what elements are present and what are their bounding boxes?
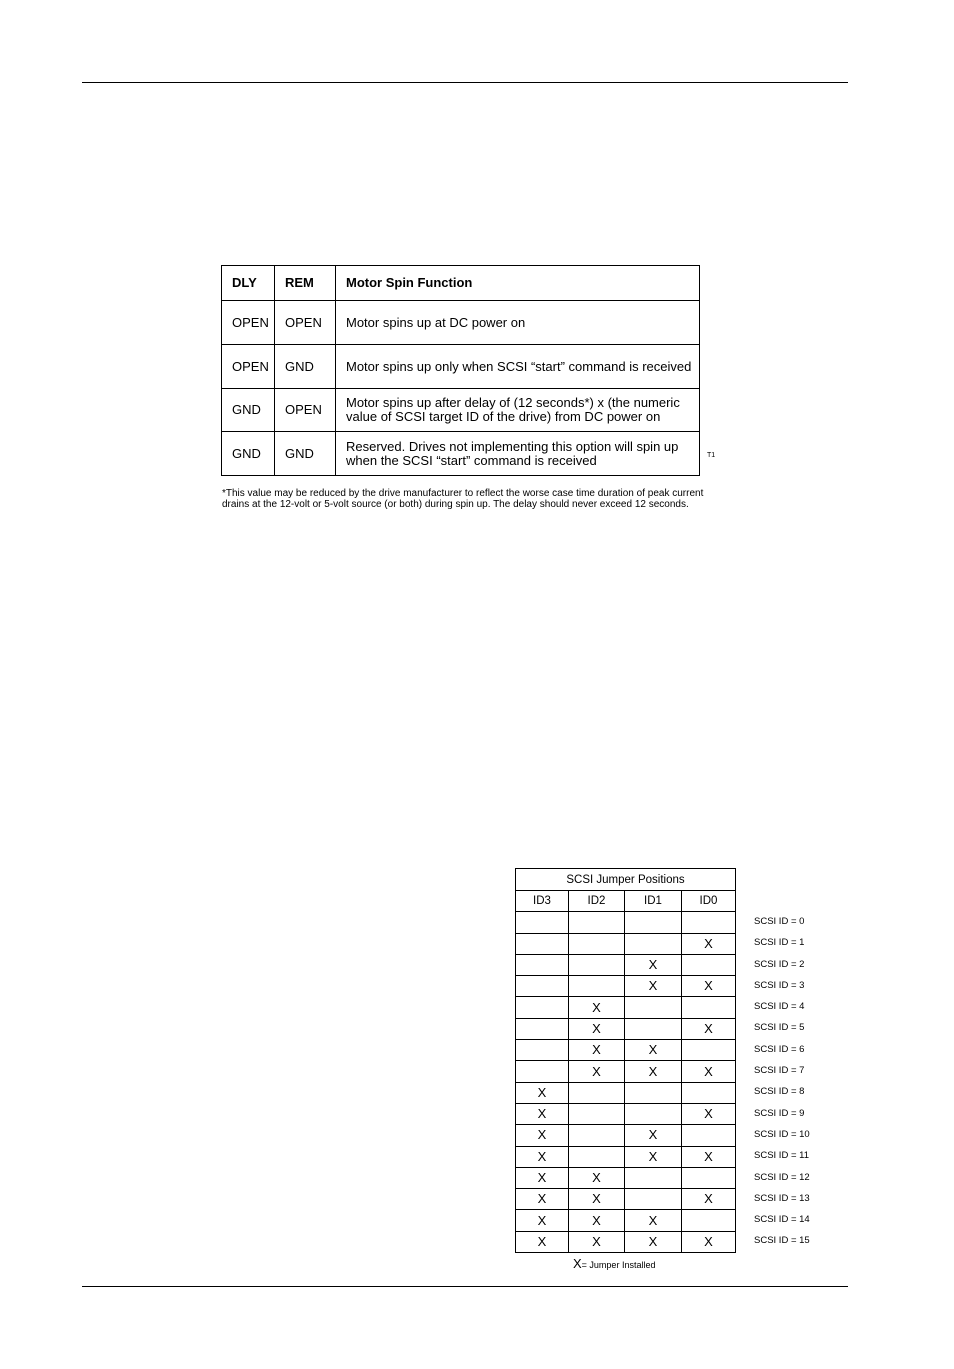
table-row <box>516 954 736 975</box>
motor-spin-table <box>221 265 700 476</box>
table-row <box>516 976 736 997</box>
jumper-cell-id2: X <box>569 1167 625 1188</box>
function-cell: Motor spins up after delay of (12 seconds*) x (the numeric value of SCSI target ID of the drive) from DC power on <box>336 389 700 432</box>
function-cell: Motor spins up only when SCSI “start” command is received <box>336 345 700 389</box>
jumper-cell-id3 <box>516 1040 569 1061</box>
jumper-cell-id1: X <box>625 1040 682 1061</box>
scsi-id-label: SCSI ID = 12 <box>754 1171 810 1183</box>
table-row <box>516 997 736 1018</box>
jumper-cell-id1: X <box>625 1146 682 1167</box>
legend-text: = Jumper Installed <box>581 1260 656 1270</box>
jumper-cell-id3 <box>516 1018 569 1039</box>
jumper-table-title: SCSI Jumper Positions <box>516 869 736 891</box>
dly-cell: GND <box>222 389 275 432</box>
scsi-id-label: SCSI ID = 1 <box>754 937 805 949</box>
rem-cell: GND <box>275 432 336 476</box>
jumper-cell-id1: X <box>625 1125 682 1146</box>
table-row <box>222 301 700 345</box>
jumper-cell-id2: X <box>569 1189 625 1210</box>
scsi-id-label: SCSI ID = 0 <box>754 916 805 927</box>
jumper-cell-id3: X <box>516 1103 569 1124</box>
header-dly: DLY <box>222 266 275 301</box>
jumper-cell-id1: X <box>625 954 682 975</box>
jumper-cell-id0 <box>682 1040 736 1061</box>
jumper-cell-id3: X <box>516 1167 569 1188</box>
jumper-cell-id0 <box>682 1210 736 1231</box>
header-motor-spin-function: Motor Spin Function <box>336 266 700 301</box>
jumper-cell-id2 <box>569 1082 625 1103</box>
jumper-cell-id0: X <box>682 1018 736 1039</box>
dly-cell: OPEN <box>222 301 275 345</box>
dly-cell: GND <box>222 432 275 476</box>
jumper-cell-id0: X <box>682 933 736 954</box>
jumper-cell-id2: X <box>569 997 625 1018</box>
table-row <box>516 1146 736 1167</box>
scsi-id-label: SCSI ID = 5 <box>754 1022 805 1034</box>
table-row <box>222 389 700 432</box>
table-row <box>516 1061 736 1082</box>
jumper-cell-id1 <box>625 912 682 933</box>
rem-cell: OPEN <box>275 389 336 432</box>
jumper-cell-id2: X <box>569 1040 625 1061</box>
jumper-title-row <box>516 869 736 891</box>
function-cell: Motor spins up at DC power on <box>336 301 700 345</box>
jumper-cell-id3 <box>516 1061 569 1082</box>
jumper-cell-id3: X <box>516 1189 569 1210</box>
motor-table-header-row <box>222 266 700 301</box>
jumper-header-row <box>516 891 736 912</box>
jumper-cell-id0 <box>682 912 736 933</box>
function-cell: Reserved. Drives not implementing this option will spin up when the SCSI “start” command is received <box>336 432 700 476</box>
scsi-id-labels <box>754 911 810 1252</box>
dly-cell: OPEN <box>222 345 275 389</box>
table-row <box>516 1125 736 1146</box>
jumper-cell-id0 <box>682 1167 736 1188</box>
jumper-cell-id0: X <box>682 1061 736 1082</box>
scsi-id-label: SCSI ID = 2 <box>754 958 805 970</box>
table-row <box>516 1103 736 1124</box>
scsi-id-label: SCSI ID = 8 <box>754 1086 805 1098</box>
header-id1: ID1 <box>625 891 682 912</box>
jumper-cell-id3: X <box>516 1146 569 1167</box>
table-row <box>516 912 736 933</box>
jumper-cell-id2: X <box>569 1018 625 1039</box>
jumper-cell-id2: X <box>569 1231 625 1252</box>
rem-cell: GND <box>275 345 336 389</box>
footnote: *This value may be reduced by the drive manufacturer to reflect the worse case time duration of peak current drains at the 12-volt or 5-volt source (or both) during spin up. The delay should never exceed 12 seconds. <box>222 488 704 510</box>
jumper-cell-id0 <box>682 1125 736 1146</box>
jumper-cell-id1: X <box>625 976 682 997</box>
jumper-cell-id0: X <box>682 1146 736 1167</box>
jumper-cell-id1 <box>625 1082 682 1103</box>
jumper-cell-id1 <box>625 1018 682 1039</box>
jumper-cell-id0 <box>682 997 736 1018</box>
jumper-cell-id2 <box>569 1103 625 1124</box>
jumper-cell-id1: X <box>625 1210 682 1231</box>
jumper-cell-id3 <box>516 997 569 1018</box>
jumper-cell-id1 <box>625 997 682 1018</box>
table-reference-code: T1 <box>707 452 716 459</box>
scsi-id-label: SCSI ID = 6 <box>754 1043 805 1055</box>
rem-cell: OPEN <box>275 301 336 345</box>
jumper-cell-id3 <box>516 912 569 933</box>
scsi-jumper-table <box>515 868 736 1253</box>
jumper-cell-id2 <box>569 933 625 954</box>
header-id0: ID0 <box>682 891 736 912</box>
table-row <box>516 1040 736 1061</box>
scsi-id-label: SCSI ID = 4 <box>754 1001 805 1013</box>
table-row <box>516 1167 736 1188</box>
jumper-cell-id2 <box>569 1125 625 1146</box>
jumper-cell-id0 <box>682 954 736 975</box>
scsi-id-label: SCSI ID = 3 <box>754 979 805 991</box>
jumper-cell-id1 <box>625 1189 682 1210</box>
table-row <box>516 1018 736 1039</box>
footer-rule <box>82 1286 848 1287</box>
header-id2: ID2 <box>569 891 625 912</box>
jumper-cell-id3 <box>516 933 569 954</box>
jumper-cell-id1: X <box>625 1231 682 1252</box>
scsi-id-label: SCSI ID = 7 <box>754 1065 805 1077</box>
jumper-cell-id3: X <box>516 1231 569 1252</box>
jumper-cell-id3 <box>516 976 569 997</box>
jumper-cell-id1: X <box>625 1061 682 1082</box>
jumper-cell-id3: X <box>516 1125 569 1146</box>
scsi-id-label: SCSI ID = 15 <box>754 1235 810 1247</box>
table-row <box>516 1082 736 1103</box>
table-row <box>516 1231 736 1252</box>
scsi-id-label: SCSI ID = 11 <box>754 1150 810 1162</box>
header-rule <box>82 82 848 83</box>
table-row <box>222 432 700 476</box>
jumper-cell-id1 <box>625 1103 682 1124</box>
jumper-legend <box>573 1256 655 1271</box>
header-rem: REM <box>275 266 336 301</box>
scsi-id-label: SCSI ID = 10 <box>754 1128 810 1140</box>
table-row <box>516 1189 736 1210</box>
scsi-id-label: SCSI ID = 13 <box>754 1192 810 1204</box>
jumper-cell-id3 <box>516 954 569 975</box>
jumper-cell-id0: X <box>682 976 736 997</box>
jumper-cell-id2: X <box>569 1061 625 1082</box>
legend-symbol: X <box>573 1256 582 1271</box>
jumper-cell-id2 <box>569 912 625 933</box>
jumper-cell-id1 <box>625 933 682 954</box>
jumper-cell-id2: X <box>569 1210 625 1231</box>
scsi-id-label: SCSI ID = 14 <box>754 1214 810 1226</box>
header-id3: ID3 <box>516 891 569 912</box>
jumper-cell-id2 <box>569 1146 625 1167</box>
jumper-cell-id0 <box>682 1082 736 1103</box>
jumper-cell-id0: X <box>682 1189 736 1210</box>
table-row <box>516 1210 736 1231</box>
jumper-cell-id0: X <box>682 1103 736 1124</box>
jumper-cell-id2 <box>569 954 625 975</box>
jumper-cell-id0: X <box>682 1231 736 1252</box>
jumper-cell-id1 <box>625 1167 682 1188</box>
table-row <box>516 933 736 954</box>
jumper-cell-id3: X <box>516 1082 569 1103</box>
jumper-cell-id3: X <box>516 1210 569 1231</box>
table-row <box>222 345 700 389</box>
scsi-id-label: SCSI ID = 9 <box>754 1107 805 1119</box>
jumper-cell-id2 <box>569 976 625 997</box>
